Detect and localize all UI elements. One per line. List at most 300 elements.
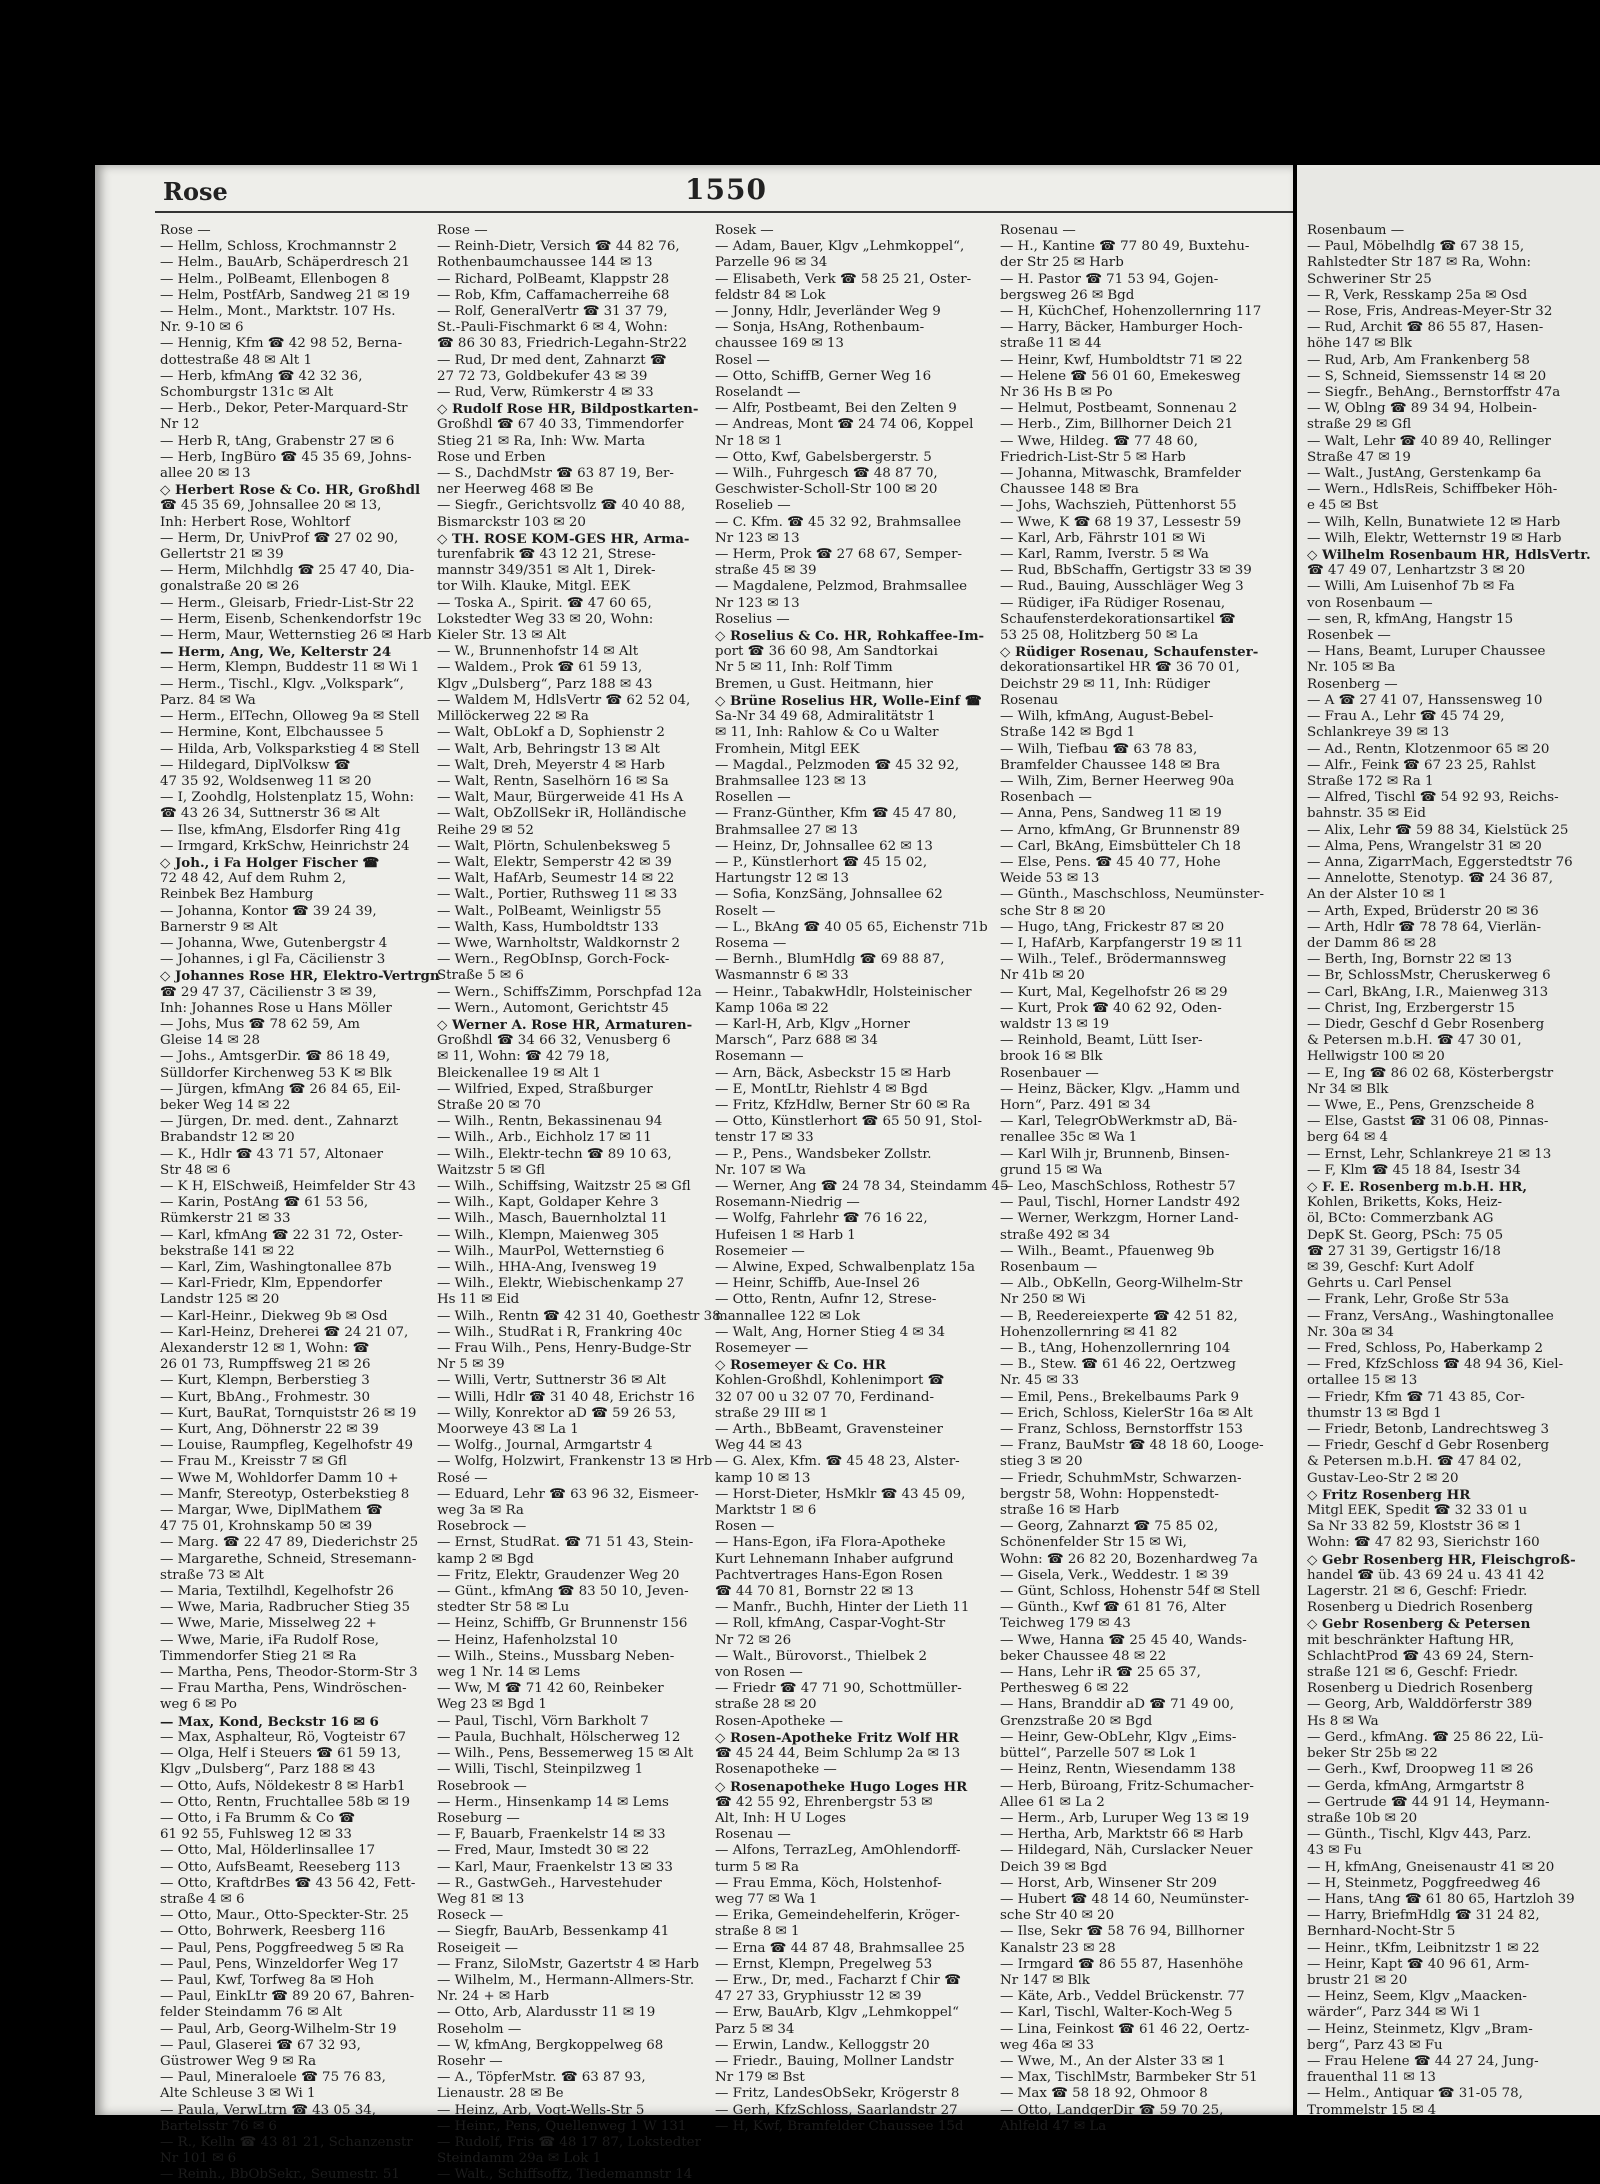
directory-entry-line: Hs 8 ✉ Wa (1307, 1713, 1379, 1729)
directory-entry-line: — Ww, M ☎ 71 42 60, Reinbeker (437, 1681, 664, 1697)
directory-entry-line: — R, Verk, Resskamp 25a ✉ Osd (1307, 287, 1528, 303)
surname-heading: Rosek — (715, 223, 774, 238)
directory-entry-line: — Erna ☎ 44 87 48, Brahmsallee 25 (715, 1940, 965, 1956)
directory-entry-line: der Damm 86 ✉ 28 (1307, 935, 1437, 951)
directory-entry-line: — Elisabeth, Verk ☎ 58 25 21, Oster- (715, 271, 972, 287)
directory-entry-line: — Hans, Lehr iR ☎ 25 65 37, (1000, 1665, 1201, 1681)
directory-entry-line: — Hermine, Kont, Elbchaussee 5 (160, 725, 384, 741)
directory-entry-line: — Heinz, Rentn, Wiesendamm 138 (1000, 1762, 1236, 1778)
directory-entry-line: — Wilh., Fuhrgesch ☎ 48 87 70, (715, 466, 938, 482)
directory-entry-line: 47 35 92, Woldsenweg 11 ✉ 20 (160, 773, 372, 789)
directory-entry-line: — Franz-Günther, Kfm ☎ 45 47 80, (715, 806, 957, 822)
directory-entry-line: straße 73 ✉ Alt (160, 1567, 264, 1583)
directory-entry-line: Hohenzollernring ✉ 41 82 (1000, 1324, 1178, 1340)
directory-entry-line: — Wilhelm, M., Hermann-Allmers-Str. (437, 1972, 695, 1988)
directory-entry-line: — Wilfried, Exped, Straßburger (437, 1081, 653, 1097)
directory-entry-line: — Wwe, Marie, Misselweg 22 + (160, 1616, 377, 1632)
directory-entry-line: Rosenberg u Diedrich Rosenberg (1307, 1600, 1533, 1616)
directory-entry-line: — Rob, Kfm, Caffamacherreihe 68 (437, 287, 670, 303)
directory-entry-line: — Helm., Antiquar ☎ 31-05 78, (1307, 2086, 1523, 2102)
directory-entry-line: — Wwe M, Wohldorfer Damm 10 + (160, 1470, 399, 1486)
directory-entry-line: straße 121 ✉ 6, Geschf: Friedr. (1307, 1665, 1519, 1681)
directory-entry-line: — Adam, Bauer, Klgv „Lehmkoppel“, (715, 239, 965, 255)
directory-entry-line: Parz 5 ✉ 34 (715, 2021, 795, 2037)
directory-page (95, 165, 1293, 2183)
directory-entry-line: — Alfr, Postbeamt, Bei den Zelten 9 (715, 401, 957, 417)
directory-entry-line: — Wwe, Warnholtstr, Waldkornstr 2 (437, 935, 681, 951)
directory-entry-line: Nr. 45 ✉ 33 (1000, 1373, 1079, 1389)
directory-entry-line: — Paula, Buchhalt, Hölscherweg 12 (437, 1729, 681, 1745)
directory-entry-line: — Karl, Maur, Fraenkelstr 13 ✉ 33 (437, 1859, 673, 1875)
directory-entry-line: — Wilh., Rentn, Bekassinenau 94 (437, 1114, 663, 1130)
directory-entry-line: — Anna, Pens, Sandweg 11 ✉ 19 (1000, 806, 1222, 822)
directory-entry-line: ◇ Werner A. Rose HR, Armaturen- (437, 1016, 693, 1033)
surname-heading: Rose — (437, 223, 488, 238)
directory-entry-line: Geschwister-Scholl-Str 100 ✉ 20 (715, 482, 938, 498)
directory-entry-line: frauenthal 11 ✉ 13 (1307, 2070, 1436, 2086)
directory-entry-line: Straße 5 ✉ 6 (437, 968, 524, 984)
surname-heading: Rosenau — (1000, 223, 1076, 238)
directory-entry-line: Straße 20 ✉ 70 (437, 1097, 541, 1113)
directory-entry-line: — Johanna, Kontor ☎ 39 24 39, (160, 903, 377, 919)
directory-entry-line: Brahmsallee 27 ✉ 13 (715, 822, 858, 838)
directory-entry-line: — Otto, Künstlerhort ☎ 65 50 91, Stol- (715, 1114, 983, 1130)
directory-entry-line: ◇ Rudolf Rose HR, Bildpostkarten- (437, 401, 699, 418)
directory-entry-line: — Georg, Arb, Walddörferstr 389 (1307, 1697, 1533, 1713)
directory-entry-line: beker Weg 14 ✉ 22 (160, 1097, 291, 1113)
directory-entry-line: ◇ Gebr Rosenberg HR, Fleischgroß- (1307, 1551, 1576, 1568)
directory-entry-line: bahnstr. 35 ✉ Eid (1307, 806, 1426, 822)
directory-entry-line: straße 10b ✉ 20 (1307, 1810, 1418, 1826)
directory-entry-line: — Hans, tAng ☎ 61 80 65, Hartzloh 39 (1307, 1891, 1575, 1907)
directory-entry-line: — Wilh, kfmAng, August-Bebel- (1000, 709, 1214, 725)
surname-heading: Rosema — (715, 935, 787, 951)
directory-entry-line: — Wern., SchiffsZimm, Porschpfad 12a (437, 984, 702, 1000)
directory-entry-line: — Rud, Archit ☎ 86 55 87, Hasen- (1307, 320, 1544, 336)
directory-entry-line: Moorweye 43 ✉ La 1 (437, 1422, 579, 1438)
directory-entry-line: Barnerstr 9 ✉ Alt (160, 919, 278, 935)
directory-entry-line: Sa Nr 33 82 59, Kloststr 36 ✉ 1 (1307, 1519, 1522, 1535)
surname-heading: Roselieb — (715, 498, 791, 514)
directory-entry-line: — Max, TischlMstr, Barmbeker Str 51 (1000, 2070, 1258, 2086)
directory-entry-line: — Herm, Milchhdlg ☎ 25 47 40, Dia- (160, 563, 415, 579)
directory-entry-line: — Arth., BbBeamt, Gravensteiner (715, 1422, 943, 1438)
directory-entry-line: Brabandstr 12 ✉ 20 (160, 1130, 295, 1146)
directory-entry-line: — Ilse, kfmAng, Elsdorfer Ring 41g (160, 822, 401, 838)
directory-entry-line: büttel“, Parzelle 507 ✉ Lok 1 (1000, 1746, 1198, 1762)
directory-entry-line: — Herb, Büroang, Fritz-Schumacher- (1000, 1778, 1254, 1794)
directory-entry-line: — Johs., AmtsgerDir. ☎ 86 18 49, (160, 1049, 391, 1065)
directory-entry-line: — Walt, ObZollSekr iR, Holländische (437, 806, 687, 822)
directory-entry-line: Güstrower Weg 9 ✉ Ra (160, 2053, 317, 2069)
directory-entry-line: — Herm., Hinsenkamp 14 ✉ Lems (437, 1794, 669, 1810)
directory-entry-line: Kurt Lehnemann Inhaber aufgrund (715, 1551, 954, 1567)
directory-entry-line: — Werner, Werkzgm, Horner Land- (1000, 1211, 1239, 1227)
directory-entry-line: wärder“, Parz 344 ✉ Wi 1 (1307, 2005, 1482, 2021)
directory-entry-line: Gleise 14 ✉ 28 (160, 1033, 261, 1049)
directory-entry-line: — Richard, PolBeamt, Klappstr 28 (437, 271, 670, 287)
surname-heading: Roseburg — (437, 1810, 520, 1826)
directory-entry-line: e 45 ✉ Bst (1307, 498, 1379, 514)
surname-heading: Roselandt — (715, 385, 801, 401)
directory-entry-line: Pachtvertrages Hans-Egon Rosen (715, 1567, 943, 1583)
directory-entry-line: — B, Reedereiexperte ☎ 42 51 82, (1000, 1308, 1238, 1324)
directory-entry-line: — Wilh., Klempn, Maienweg 305 (437, 1227, 660, 1243)
directory-entry-line: stieg 3 ✉ 20 (1000, 1454, 1083, 1470)
directory-entry-line: Wohn: ☎ 26 82 20, Bozenhardweg 7a (1000, 1551, 1258, 1567)
directory-entry-line: — Wilh., HHA-Ang, Ivensweg 19 (437, 1260, 657, 1275)
surname-heading: Rosen-Apotheke — (715, 1713, 844, 1729)
directory-entry-line: Rothenbaumchaussee 144 ✉ 13 (437, 255, 653, 271)
directory-entry-line: — Walt, Maur, Bürgerweide 41 Hs A (437, 790, 684, 806)
directory-entry-line: weg 6 ✉ Po (160, 1697, 237, 1713)
surname-heading: Rosenapotheke — (715, 1762, 837, 1778)
directory-entry-line: der Str 25 ✉ Harb (1000, 255, 1124, 271)
directory-entry-line: — Otto, Mal, Hölderlinsallee 17 (160, 1843, 376, 1859)
directory-entry-line: — Helmut, Postbeamt, Sonnenau 2 (1000, 401, 1238, 417)
directory-entry-line: — Paul, Arb, Georg-Wilhelm-Str 19 (160, 2021, 397, 2037)
directory-entry-line: — Arno, kfmAng, Gr Brunnenstr 89 (1000, 822, 1241, 838)
directory-entry-line: — H. Pastor ☎ 71 53 94, Gojen- (1000, 271, 1219, 287)
directory-entry-line: — Heinr, Gew-ObLehr, Klgv „Eims- (1000, 1729, 1237, 1745)
directory-entry-line: Nr 123 ✉ 13 (715, 530, 800, 546)
directory-entry-line: — B., Stew. ☎ 61 46 22, Oertzweg (1000, 1357, 1236, 1373)
directory-entry-line: — Herb., Dekor, Peter-Marquard-Str (160, 401, 408, 417)
directory-entry-line: beker Chaussee 48 ✉ 22 (1000, 1648, 1167, 1664)
directory-entry-line: — Paul, Glaserei ☎ 67 32 93, (160, 2037, 361, 2053)
directory-entry-line: Rümkerstr 21 ✉ 33 (160, 1211, 291, 1227)
directory-entry-line: Schaufensterdekorationsartikel ☎ (1000, 611, 1236, 627)
directory-entry-line: — C. Kfm. ☎ 45 32 92, Brahmsallee (715, 514, 961, 530)
directory-entry-line: Alt, Inh: H U Loges (715, 1810, 846, 1826)
directory-entry-line: Stieg 21 ✉ Ra, Inh: Ww. Marta (437, 433, 646, 449)
directory-entry-line: — Jürgen, kfmAng ☎ 26 84 65, Eil- (160, 1081, 401, 1097)
directory-entry-line: — Friedr, Geschf d Gebr Rosenberg (1307, 1438, 1550, 1454)
directory-entry-line: Hartungstr 12 ✉ 13 (715, 871, 849, 887)
directory-entry-line: — Käte, Arb., Veddel Brückenstr. 77 (1000, 1989, 1245, 2005)
directory-entry-line: Lagerstr. 21 ✉ 6, Geschf: Friedr. (1307, 1584, 1528, 1600)
directory-entry-line: ☎ 43 26 34, Suttnerstr 36 ✉ Alt (160, 806, 380, 822)
directory-entry-line: allee 20 ✉ 13 (160, 466, 251, 482)
directory-entry-line: mit beschränkter Haftung HR, (1307, 1632, 1515, 1648)
surname-heading: Rosenbaum — (1000, 1260, 1098, 1275)
surname-heading: Rosenbek — (1307, 628, 1391, 644)
directory-entry-line: — Arth, Hdlr ☎ 78 78 64, Vierlän- (1307, 919, 1541, 935)
directory-entry-line: — Wwe, Hanna ☎ 25 45 40, Wands- (1000, 1632, 1247, 1648)
directory-entry-line: — Walt., JustAng, Gerstenkamp 6a (1307, 466, 1542, 482)
directory-entry-line: — Heinz, Hafenholzstal 10 (437, 1632, 618, 1648)
directory-entry-line: ner Heerweg 468 ✉ Be (437, 482, 594, 498)
directory-entry-line: — Franz, SiloMstr, Gazertstr 4 ✉ Harb (437, 1956, 699, 1972)
surname-heading: Rosenberg — (1307, 676, 1398, 692)
directory-entry-line: — Georg, Zahnarzt ☎ 75 85 02, (1000, 1519, 1219, 1535)
directory-entry-line: — Wilh, Elektr, Wetternstr 19 ✉ Harb (1307, 530, 1562, 546)
directory-entry-line: weg 77 ✉ Wa 1 (715, 1891, 818, 1907)
directory-entry-line: — Walt, ObLokf a D, Sophienstr 2 (437, 725, 665, 741)
directory-entry-line: — Herm, Klempn, Buddestr 11 ✉ Wi 1 (160, 660, 420, 676)
directory-entry-line: — Herm, Maur, Wetternstieg 26 ✉ Harb (160, 628, 432, 644)
adjacent-page-fragment (1297, 165, 1600, 2118)
directory-entry-line: Allee 61 ✉ La 2 (1000, 1794, 1105, 1810)
directory-entry-line: — Herm, Ang, We, Kelterstr 24 (160, 644, 392, 661)
header-rule (155, 211, 1293, 213)
directory-entry-line: — Günth., Kwf ☎ 61 81 76, Alter (1000, 1600, 1226, 1616)
directory-entry-line: — Karl, Arb, Fährstr 101 ✉ Wi (1000, 530, 1206, 546)
directory-entry-line: — Margar, Wwe, DiplMathem ☎ (160, 1503, 383, 1519)
directory-entry-line: 47 27 33, Gryphiusstr 12 ✉ 39 (715, 1989, 922, 2005)
directory-entry-line: — Horst, Arb, Winsener Str 209 (1000, 1875, 1217, 1891)
directory-entry-line: Fromhein, Mitgl EEK (715, 741, 860, 757)
directory-entry-line: Rosenau (1000, 692, 1059, 708)
directory-entry-line: — Otto, Aufs, Nöldekestr 8 ✉ Harb1 (160, 1778, 406, 1794)
directory-entry-line: ◇ Brüne Roselius HR, Wolle-Einf ☎ (715, 692, 982, 709)
directory-entry-line: berg 64 ✉ 4 (1307, 1130, 1389, 1146)
directory-entry-line: — Toska A., Spirit. ☎ 47 60 65, (437, 595, 652, 611)
directory-entry-line: 61 92 55, Fuhlsweg 12 ✉ 33 (160, 1827, 352, 1843)
directory-entry-line: Weg 81 ✉ 13 (437, 1891, 525, 1907)
surname-heading: Roselius — (715, 611, 790, 627)
directory-entry-line: — Heinz, Steinmetz, Klgv „Bram- (1307, 2021, 1533, 2037)
directory-entry-line: Nr 250 ✉ Wi (1000, 1292, 1086, 1308)
directory-entry-line: — Wolfg, Fahrlehr ☎ 76 16 22, (715, 1211, 928, 1227)
directory-entry-line: — Otto, Rentn, Fruchtallee 58b ✉ 19 (160, 1794, 410, 1810)
directory-entry-line: Straße 47 ✉ 19 (1307, 449, 1411, 465)
directory-entry-line: — P., Künstlerhort ☎ 45 15 02, (715, 854, 928, 870)
directory-entry-line: — Wilh., Telef., Brödermannsweg (1000, 952, 1227, 968)
directory-entry-line: — Max ☎ 58 18 92, Ohmoor 8 (1000, 2086, 1208, 2102)
directory-entry-line: — Louise, Raumpfleg, Kegelhofstr 49 (160, 1438, 413, 1454)
directory-entry-line: — Friedr, SchuhmMstr, Schwarzen- (1000, 1470, 1242, 1486)
directory-entry-line: Friedrich-List-Str 5 ✉ Harb (1000, 449, 1186, 465)
directory-entry-line: Schomburgstr 131c ✉ Alt (160, 385, 334, 401)
directory-entry-line: — Otto, SchiffB, Gerner Weg 16 (715, 368, 932, 384)
directory-entry-line: sche Str 8 ✉ 20 (1000, 903, 1106, 919)
directory-entry-line: Inh: Johannes Rose u Hans Möller (160, 1000, 392, 1016)
directory-entry-line: — Ernst, Lehr, Schlankreye 21 ✉ 13 (1307, 1146, 1552, 1162)
directory-entry-line: Nr 12 (160, 417, 200, 433)
directory-entry-line: — Paul, Möbelhdlg ☎ 67 38 15, (1307, 239, 1525, 255)
directory-entry-line: — Wilh., Beamt., Pfauenweg 9b (1000, 1243, 1215, 1259)
directory-entry-line: — Günt, Schloss, Hohenstr 54f ✉ Stell (1000, 1584, 1260, 1600)
directory-entry-line: — Karl-Heinr., Diekweg 9b ✉ Osd (160, 1308, 388, 1324)
directory-entry-line: — Wwe, Hildeg. ☎ 77 48 60, (1000, 433, 1198, 449)
directory-entry-line: ◇ Johannes Rose HR, Elektro-Vertrgn (160, 968, 440, 985)
directory-entry-line: — Otto, LandgerDir ☎ 59 70 25, (1000, 2102, 1224, 2118)
directory-entry-line: — Sofia, KonzSäng, Johnsallee 62 (715, 887, 943, 903)
directory-entry-line: — E, Ing ☎ 86 02 68, Kösterbergstr (1307, 1065, 1554, 1081)
directory-entry-line: Schlankreye 39 ✉ 13 (1307, 725, 1450, 741)
directory-entry-line: — Rose, Fris, Andreas-Meyer-Str 32 (1307, 304, 1553, 320)
directory-entry-line: — Heinr, Kwf, Humboldtstr 71 ✉ 22 (1000, 352, 1243, 368)
directory-entry-line: Gehrts u. Carl Pensel (1307, 1276, 1452, 1292)
directory-entry-line: bergsweg 26 ✉ Bgd (1000, 287, 1135, 303)
directory-entry-line: — Wilh., Kapt, Goldaper Kehre 3 (437, 1195, 659, 1211)
directory-entry-line: waldstr 13 ✉ 19 (1000, 1016, 1110, 1032)
directory-entry-line: Sa-Nr 34 49 68, Admiralitätstr 1 (715, 709, 936, 725)
directory-entry-line: Klgv „Dulsberg“, Parz 188 ✉ 43 (160, 1762, 376, 1778)
directory-entry-line: renallee 35c ✉ Wa 1 (1000, 1130, 1138, 1146)
directory-entry-line: — Herm., Gleisarb, Friedr-List-Str 22 (160, 595, 415, 611)
directory-entry-line: — Wilh, Tiefbau ☎ 63 78 83, (1000, 741, 1198, 757)
surname-heading: Rosemann — (715, 1049, 804, 1065)
directory-entry-line: — Erw., Dr, med., Facharzt f Chir ☎ (715, 1972, 961, 1988)
directory-entry-line: — Wilh., Masch, Bauernholztal 11 (437, 1211, 668, 1227)
directory-entry-line: straße 11 ✉ 44 (1000, 336, 1102, 352)
directory-entry-line: — Bernh., BlumHdlg ☎ 69 88 87, (715, 952, 945, 968)
directory-entry-line: — Christ, Ing, Erzbergerstr 15 (1307, 1000, 1515, 1016)
directory-entry-line: — Franz, VersAng., Washingtonallee (1307, 1308, 1554, 1324)
directory-entry-line: — Gerh, KfzSchloss, Saarlandstr 27 (715, 2102, 958, 2118)
directory-entry-line: — Arth, Exped, Brüderstr 20 ✉ 36 (1307, 903, 1539, 919)
directory-entry-line: stedter Str 58 ✉ Lu (437, 1600, 570, 1616)
directory-entry-line: — H, Steinmetz, Poggfreedweg 46 (1307, 1875, 1541, 1891)
directory-entry-line: & Petersen m.b.H. ☎ 47 84 02, (1307, 1454, 1522, 1470)
directory-entry-line: 53 25 08, Holitzberg 50 ✉ La (1000, 628, 1199, 644)
directory-entry-line: — Karin, PostAng ☎ 61 53 56, (160, 1195, 369, 1211)
directory-entry-line: — Frau Martha, Pens, Windröschen- (160, 1681, 407, 1697)
directory-entry-line: Deich 39 ✉ Bgd (1000, 1859, 1108, 1875)
directory-entry-line: — Fred, Maur, Imstedt 30 ✉ 22 (437, 1843, 650, 1859)
directory-entry-line: Reihe 29 ✉ 52 (437, 822, 534, 838)
directory-entry-line: ◇ Joh., i Fa Holger Fischer ☎ (160, 854, 380, 871)
directory-entry-line: Kohlen-Großhdl, Kohlenimport ☎ (715, 1373, 945, 1389)
directory-entry-line: ☎ 42 55 92, Ehrenbergstr 53 ✉ (715, 1794, 933, 1810)
directory-entry-line: 72 48 42, Auf dem Ruhm 2, (160, 871, 347, 887)
directory-entry-line: — Leo, MaschSchloss, Rothestr 57 (1000, 1178, 1236, 1194)
directory-entry-line: — Carl, BkAng, Eimsbütteler Ch 18 (1000, 838, 1241, 854)
directory-entry-line: — Willy, Konrektor aD ☎ 59 26 53, (437, 1405, 676, 1421)
directory-entry-line: — Hildegard, DiplVolksw ☎ (160, 757, 351, 773)
directory-entry-line: — Kurt, BbAng., Frohmestr. 30 (160, 1389, 371, 1405)
directory-entry-line: — Günt., kfmAng ☎ 83 50 10, Jeven- (437, 1584, 689, 1600)
directory-entry-line: Weg 44 ✉ 43 (715, 1438, 803, 1454)
directory-column-3 (715, 223, 1009, 2134)
directory-entry-line: — Willi, Vertr, Suttnerstr 36 ✉ Alt (437, 1373, 666, 1389)
directory-entry-line: Nr 36 Hs B ✉ Po (1000, 385, 1113, 401)
directory-entry-line: — Johs, Mus ☎ 78 62 59, Am (160, 1016, 360, 1032)
directory-entry-line: — H, Kwf, Bramfelder Chaussee 15d (715, 2118, 964, 2134)
directory-entry-line: Nr. 107 ✉ Wa (715, 1162, 807, 1178)
surname-heading: Rosel — (715, 352, 770, 368)
directory-entry-line: höhe 147 ✉ Blk (1307, 336, 1413, 352)
directory-entry-line: feldstr 84 ✉ Lok (715, 287, 826, 303)
directory-entry-line: — Fritz, Elektr, Graudenzer Weg 20 (437, 1567, 680, 1583)
surname-heading: Rosenbauer — (1000, 1065, 1099, 1081)
directory-entry-line: — Johanna, Wwe, Gutenbergstr 4 (160, 935, 388, 951)
directory-entry-line: — Johs, Wachszieh, Püttenhorst 55 (1000, 498, 1237, 514)
surname-heading: Roseck — (437, 1908, 504, 1924)
directory-entry-line: — Walt., Schiffsoffz, Tiedemannstr 14 (437, 2167, 693, 2183)
directory-entry-line: — Heinr, Kapt ☎ 40 96 61, Arm- (1307, 1956, 1530, 1972)
directory-entry-line: Inh: Herbert Rose, Wohltorf (160, 514, 350, 530)
directory-entry-line: — Walt., Bürovorst., Thielbek 2 (715, 1648, 928, 1664)
directory-entry-line: — Friedr, Betonb, Landrechtsweg 3 (1307, 1422, 1549, 1438)
directory-entry-line: — Wilh., Pens, Bessemerweg 15 ✉ Alt (437, 1746, 694, 1762)
directory-entry-line: ◇ Rosemeyer & Co. HR (715, 1357, 886, 1374)
directory-entry-line: kamp 10 ✉ 13 (715, 1470, 811, 1486)
directory-entry-line: — Manfr., Buchh, Hinter der Lieth 11 (715, 1600, 970, 1616)
surname-heading: Rosebrock — (437, 1519, 527, 1535)
directory-entry-line: — Martha, Pens, Theodor-Storm-Str 3 (160, 1665, 418, 1681)
directory-entry-line: Alexanderstr 12 ✉ 1, Wohn: ☎ (160, 1341, 370, 1357)
directory-entry-line: — Herm., ElTechn, Olloweg 9a ✉ Stell (160, 709, 420, 725)
directory-entry-line: Schweriner Str 25 (1307, 271, 1432, 287)
directory-entry-line: ortallee 15 ✉ 13 (1307, 1373, 1418, 1389)
directory-entry-line: — Frau M., Kreisstr 7 ✉ Gfl (160, 1454, 347, 1470)
directory-entry-line: — Gerda, kfmAng, Armgartstr 8 (1307, 1778, 1525, 1794)
directory-entry-line: Gustav-Leo-Str 2 ✉ 20 (1307, 1470, 1459, 1486)
directory-entry-line: — Alma, Pens, Wrangelstr 31 ✉ 20 (1307, 838, 1542, 854)
directory-entry-line: — Wilh, Kelln, Bunatwiete 12 ✉ Harb (1307, 514, 1561, 530)
directory-entry-line: Wasmannstr 6 ✉ 33 (715, 968, 849, 984)
directory-entry-line: — Hans-Egon, iFa Flora-Apotheke (715, 1535, 946, 1551)
directory-entry-line: ◇ Roselius & Co. HR, Rohkaffee-Im- (715, 628, 985, 645)
surname-heading: Rosemeier — (715, 1243, 805, 1259)
directory-entry-line: straße 29 III ✉ 1 (715, 1405, 829, 1421)
directory-entry-line: — Karl, Zim, Washingtonallee 87b (160, 1260, 392, 1275)
directory-entry-line: — Reinh-Dietr, Versich ☎ 44 82 76, (437, 239, 680, 255)
directory-entry-line: — Fred, KfzSchloss ☎ 48 94 36, Kiel- (1307, 1357, 1564, 1373)
directory-entry-line: — Walth, Kass, Humboldtstr 133 (437, 919, 659, 935)
directory-entry-line: felder Steindamm 76 ✉ Alt (160, 2005, 343, 2021)
directory-entry-line: — Johannes, i gl Fa, Cäcilienstr 3 (160, 952, 386, 968)
directory-entry-line: — Wern., RegObInsp, Gorch-Fock- (437, 952, 670, 968)
directory-entry-line: — Walt, Dreh, Meyerstr 4 ✉ Harb (437, 757, 665, 773)
directory-entry-line: ◇ Fritz Rosenberg HR (1307, 1486, 1471, 1503)
directory-entry-line: — Paul, Kwf, Torfweg 8a ✉ Hoh (160, 1972, 375, 1988)
directory-entry-line: ☎ 44 70 81, Bornstr 22 ✉ 13 (715, 1584, 914, 1600)
directory-entry-line: ☎ 47 49 07, Lenhartzstr 3 ✉ 20 (1307, 563, 1526, 579)
directory-entry-line: — Gertrude ☎ 44 91 14, Heymann- (1307, 1794, 1550, 1810)
directory-entry-line: ◇ F. E. Rosenberg m.b.H. HR, (1307, 1178, 1528, 1195)
directory-entry-line: — Frau Helene ☎ 44 27 24, Jung- (1307, 2053, 1539, 2069)
directory-entry-line: — Otto, KraftdrBes ☎ 43 56 42, Fett- (160, 1875, 416, 1891)
directory-entry-line: tenstr 17 ✉ 33 (715, 1130, 814, 1146)
directory-entry-line: grund 15 ✉ Wa (1000, 1162, 1103, 1178)
directory-entry-line: Kanalstr 23 ✉ 28 (1000, 1940, 1116, 1956)
directory-entry-line: Weide 53 ✉ 13 (1000, 871, 1100, 887)
directory-entry-line: — Andreas, Mont ☎ 24 74 06, Koppel (715, 417, 974, 433)
directory-entry-line: Bremen, u Gust. Heitmann, hier (715, 676, 933, 692)
directory-entry-line: brook 16 ✉ Blk (1000, 1049, 1103, 1065)
directory-entry-line: Marsch“, Parz 688 ✉ 34 (715, 1033, 878, 1049)
surname-heading: Rosenau — (715, 1827, 791, 1843)
directory-entry-line: Wohn: ☎ 47 82 93, Sierichstr 160 (1307, 1535, 1540, 1551)
directory-entry-line: Str 48 ✉ 6 (160, 1162, 231, 1178)
directory-entry-line: — Günth., Tischl, Klgv 443, Parz. (1307, 1827, 1532, 1843)
directory-entry-line: — Karl, Ramm, Iverstr. 5 ✉ Wa (1000, 547, 1209, 563)
directory-entry-line: weg 1 Nr. 14 ✉ Lems (437, 1665, 581, 1681)
directory-entry-line: sche Str 40 ✉ 20 (1000, 1908, 1115, 1924)
directory-column-2 (437, 223, 721, 2183)
directory-entry-line: Hufeisen 1 ✉ Harb 1 (715, 1227, 856, 1243)
directory-entry-line: — P., Pens., Wandsbeker Zollstr. (715, 1146, 932, 1162)
directory-entry-line: — Wern., HdlsReis, Schiffbeker Höh- (1307, 482, 1558, 498)
directory-entry-line: — Gerd., kfmAng. ☎ 25 86 22, Lü- (1307, 1729, 1544, 1745)
directory-entry-line: beker Str 25b ✉ 22 (1307, 1746, 1438, 1762)
directory-entry-line: Nr. 24 + ✉ Harb (437, 1989, 550, 2005)
directory-entry-line: — Walt, Elektr, Semperstr 42 ✉ 39 (437, 854, 672, 870)
directory-entry-line: — Margarethe, Schneid, Stresemann- (160, 1551, 417, 1567)
page-number: 1550 (685, 173, 767, 206)
directory-entry-line: — F, Bauarb, Fraenkelstr 14 ✉ 33 (437, 1827, 666, 1843)
directory-entry-line: Kamp 106a ✉ 22 (715, 1000, 829, 1016)
directory-entry-line: ✉ 11, Wohn: ☎ 42 79 18, (437, 1049, 610, 1065)
directory-entry-line: ☎ 29 47 37, Cäcilienstr 3 ✉ 39, (160, 984, 377, 1000)
directory-entry-line: — Otto, Maur., Otto-Speckter-Str. 25 (160, 1908, 409, 1924)
directory-entry-line: — Helene ☎ 56 01 60, Emekesweg (1000, 368, 1241, 384)
directory-entry-line: ◇ Wilhelm Rosenbaum HR, HdlsVertr. (1307, 547, 1591, 564)
